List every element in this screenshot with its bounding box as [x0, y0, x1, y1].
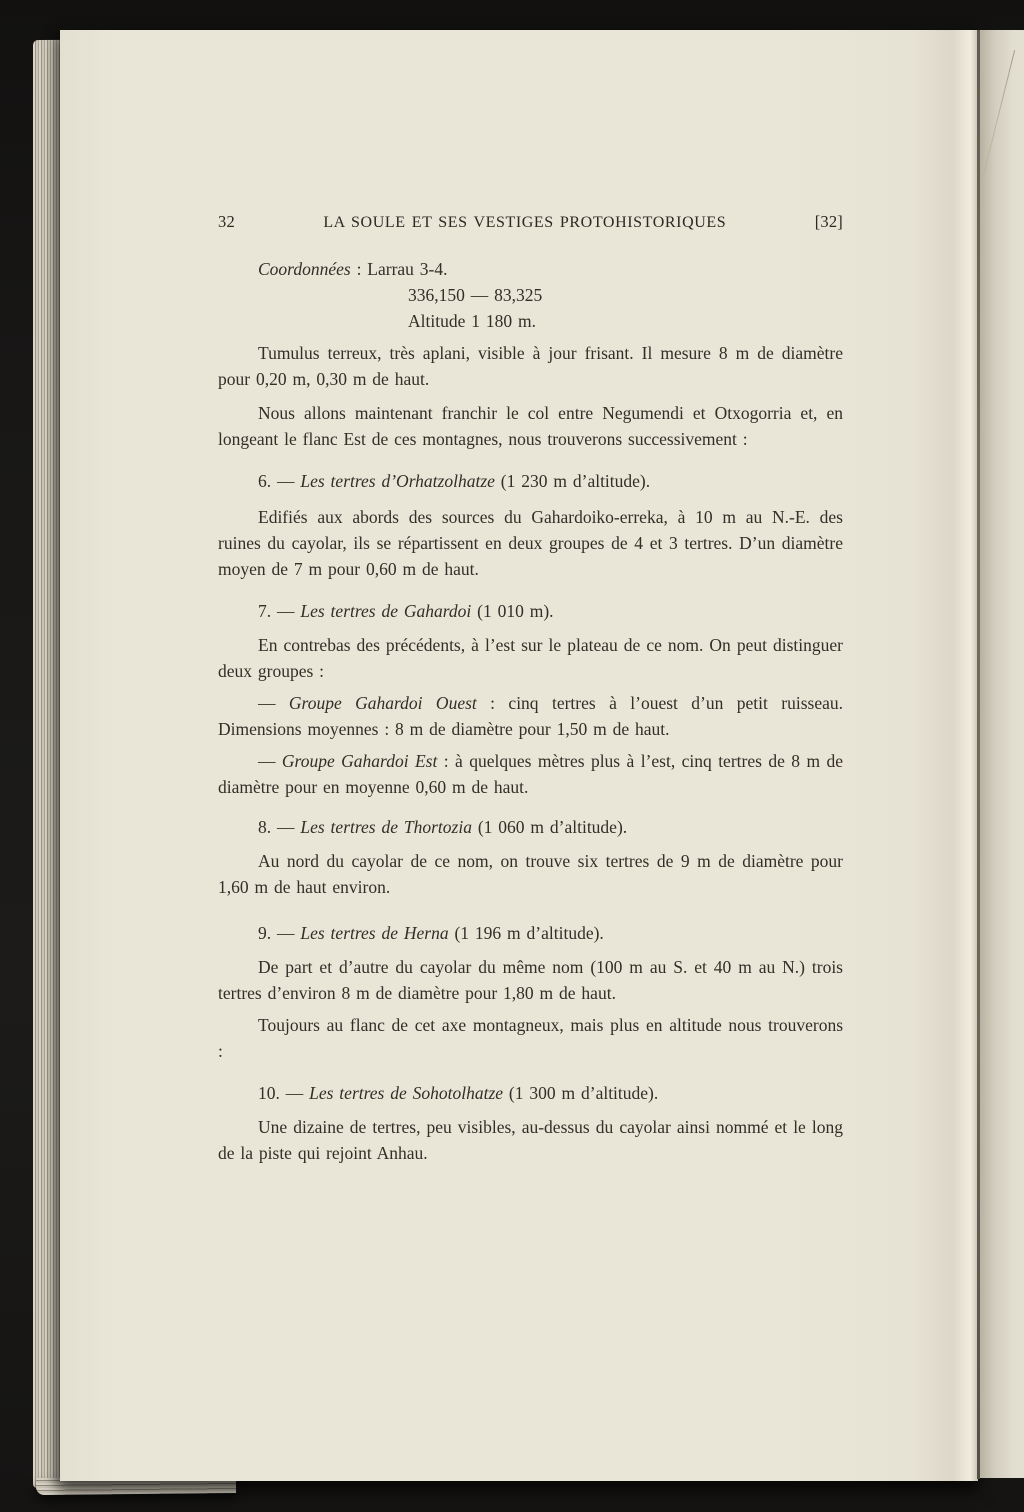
- section-heading-9: [218, 920, 843, 946]
- grid-coordinates: 336,150 — 83,325: [408, 285, 543, 305]
- groupe-est-dash: —: [258, 751, 282, 771]
- groupe-est-text: : à quelques mètres plus à l’est, cinq tertres de 8 m de diamètre pour en moyenne 0,60 m de haut.: [218, 751, 843, 797]
- paragraph-section-7: En contrebas des précédents, à l’est sur le plateau de ce nom. On peut distinguer deux groupes :: [218, 635, 843, 681]
- section-8-title: Les tertres de Thortozia: [300, 817, 472, 837]
- book-page: [60, 30, 978, 1481]
- page-number-left: 32: [218, 212, 235, 231]
- groupe-ouest-text: : cinq tertres à l’ouest d’un petit ruisseau. Dimensions moyennes : 8 m de diamètre pour 1,50 m de haut.: [218, 693, 843, 739]
- section-6-title: Les tertres d’Orhatzolhatze: [300, 471, 495, 491]
- paragraph-section-10: Une dizaine de tertres, peu visibles, au-dessus du cayolar ainsi nommé et le long de la piste qui rejoint Anhau.: [218, 1117, 843, 1163]
- facing-page-edge: [980, 30, 1024, 1478]
- section-10-number: 10. —: [258, 1083, 310, 1103]
- paragraph-transition-2: Toujours au flanc de cet axe montagneux, mais plus en altitude nous trouverons :: [218, 1015, 843, 1061]
- paragraph-transition: Nous allons maintenant franchir le col entre Negumendi et Otxogorria et, en longeant le flanc Est de ces montagnes, nous trouverons successivement :: [218, 403, 843, 449]
- page-stack-left-edge: [33, 40, 63, 1488]
- section-heading-8: [218, 814, 843, 840]
- groupe-ouest-name: Groupe Gahardoi Ouest: [288, 693, 477, 713]
- altitude-line: Altitude 1 180 m.: [408, 311, 536, 331]
- section-9-altitude: (1 196 m d’altitude).: [448, 923, 604, 943]
- paragraph-section-8: Au nord du cayolar de ce nom, on trouve six tertres de 9 m de diamètre pour 1,60 m de haut environ.: [218, 851, 843, 897]
- text-column: [218, 213, 843, 1166]
- coordinates-line: [218, 256, 843, 282]
- coordinates-value: : Larrau 3-4.: [350, 259, 448, 279]
- section-10-title: Les tertres de Sohotolhatze: [309, 1083, 504, 1103]
- coordinates-block: [218, 256, 843, 334]
- section-6-altitude: (1 230 m d’altitude).: [494, 471, 651, 491]
- paragraph-groupe-ouest: [218, 690, 843, 742]
- section-8-altitude: (1 060 m d’altitude).: [471, 817, 628, 837]
- section-9-number: 9. —: [258, 923, 301, 943]
- section-7-altitude: (1 010 m).: [471, 601, 554, 621]
- section-heading-7: [218, 598, 843, 624]
- running-title: LA SOULE ET SES VESTIGES PROTOHISTORIQUES: [323, 214, 727, 231]
- section-7-title: Les tertres de Gahardoi: [300, 601, 472, 621]
- section-6-number: 6. —: [258, 471, 301, 491]
- section-9-title: Les tertres de Herna: [300, 923, 449, 943]
- paragraph-tumulus: Tumulus terreux, très aplani, visible à jour frisant. Il mesure 8 m de diamètre pour 0,20 m, 0,30 m de haut.: [218, 343, 843, 389]
- section-8-number: 8. —: [258, 817, 301, 837]
- section-heading-6: [218, 468, 843, 494]
- section-7-number: 7. —: [258, 601, 301, 621]
- section-heading-10: [218, 1080, 843, 1106]
- section-10-altitude: (1 300 m d’altitude).: [503, 1083, 659, 1103]
- page-number-bracketed: [32]: [814, 212, 843, 231]
- groupe-ouest-dash: —: [258, 693, 289, 713]
- paragraph-groupe-est: [218, 748, 843, 800]
- paragraph-section-6: Edifiés aux abords des sources du Gahardoiko-erreka, à 10 m au N.-E. des ruines du cayolar, ils se répartissent en deux groupes de 4 et 3 tertres. D’un diamètre moyen de 7 m pour 0,60 m de haut.: [218, 507, 843, 579]
- groupe-est-name: Groupe Gahardoi Est: [281, 751, 438, 771]
- paragraph-section-9: De part et d’autre du cayolar du même nom (100 m au S. et 40 m au N.) trois tertres d’environ 8 m de diamètre pour 1,80 m de haut.: [218, 957, 843, 1003]
- coordinates-label: Coordonnées: [258, 259, 351, 279]
- running-header: [218, 213, 843, 232]
